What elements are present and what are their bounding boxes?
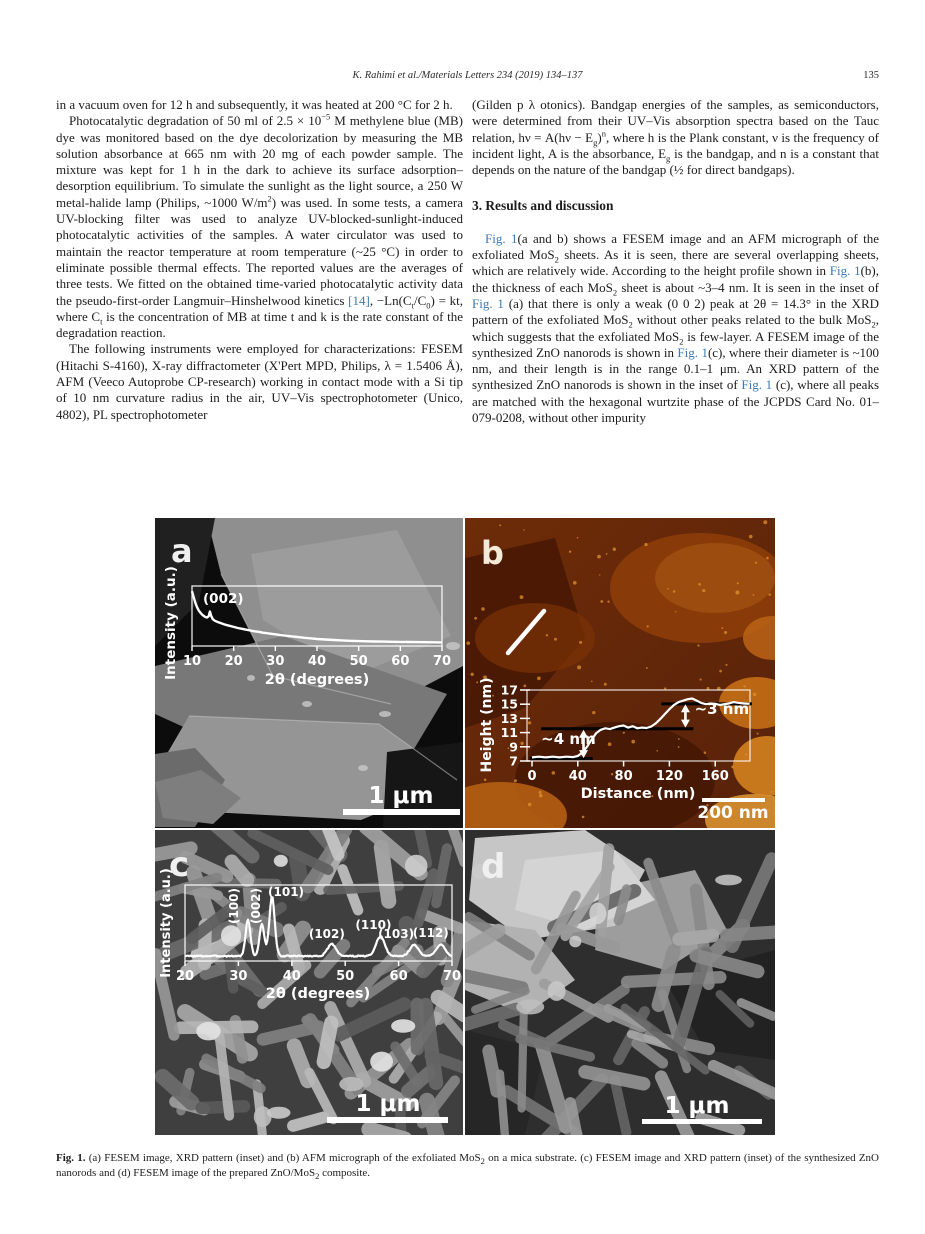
- x-tick-label: 80: [614, 769, 633, 784]
- y-tick-label: 9: [509, 739, 518, 755]
- figure-caption: [56, 1151, 879, 1180]
- panel-d-letter: d: [481, 847, 506, 887]
- text-run: The following instruments were employed for characterizations: FESEM (Hitachi S-4160), X-ray diffractometer (X'Pert MPD, Philips, λ = 1.5406 Å), AFM (Veeco Autoprobe CP-research) working in contact mode with a Si tip of 10 nm curvature radius in the air, UV–Vis spectrophotometer (Unico, 4802), PL spectrophotometer: [56, 341, 463, 422]
- y-tick-label: 11: [500, 725, 518, 741]
- text-run: without other peaks related to the bulk MoS: [632, 312, 872, 328]
- text-run: Photocatalytic degradation of 50 ml of 2.5 × 10: [69, 113, 322, 129]
- citation-link[interactable]: [14]: [348, 292, 370, 308]
- text-run: is few-layer. A FESEM image of the synthesized ZnO nanorods is shown in: [472, 328, 879, 360]
- subscript: g: [666, 153, 671, 164]
- subscript: t: [411, 300, 414, 311]
- subscript: 0: [426, 300, 431, 311]
- superscript: −5: [321, 111, 331, 122]
- text-run: is the bandgap, and n is a constant that depends on the nature of the bandgap (½ for direct bandgaps).: [472, 145, 879, 178]
- y-tick-label: 17: [500, 682, 518, 698]
- x-tick-label: 40: [282, 969, 301, 984]
- figure-panel-a: [155, 518, 463, 828]
- scale-bar-c-text: 1 μm: [355, 1091, 421, 1117]
- x-tick-label: 30: [266, 654, 285, 669]
- superscript: 2: [267, 193, 272, 204]
- panel-b-letter: b: [481, 534, 504, 572]
- figure-ref-link[interactable]: Fig. 1: [485, 230, 518, 246]
- text-run: composite.: [319, 1166, 371, 1179]
- figure-ref-link[interactable]: Fig. 1: [472, 295, 504, 311]
- x-tick-label: 120: [655, 769, 683, 784]
- paragraph: [472, 231, 879, 427]
- panel-c-letter: c: [169, 845, 190, 885]
- x-tick-label: 20: [224, 654, 243, 669]
- page-number: 135: [863, 70, 879, 81]
- text-run: (b), the thickness of each MoS: [472, 263, 879, 295]
- scale-bar-a-text: 1 μm: [368, 783, 434, 809]
- text-run: sheet is about ~3–4 nm. It is seen in the inset of: [617, 279, 879, 295]
- text-run: M methylene blue (MB) dye was monitored based on the dye decolorization by measuring the MB solution absorbance at 665 nm with 20 mg of each powder sample. The mixture was kept for 1 h in the dark to achieve its surface adsorption–desorption equilibrium. To simulate the sunlight as the light source, a 250 W metal-halide lamp (Philips, ~1000 W/m: [56, 113, 463, 210]
- scale-bar-d-bar: [642, 1119, 762, 1124]
- subscript: 2: [612, 287, 618, 298]
- scale-bar-b-bar: [702, 798, 765, 802]
- nanorod-texture: [155, 830, 463, 1135]
- paragraph: [56, 97, 463, 113]
- subscript: 2: [679, 336, 684, 347]
- text-run: (a) FESEM image, XRD pattern (inset) and (b) AFM micrograph of the exfoliated MoS: [85, 1152, 481, 1164]
- panel-a-micrograph: [155, 518, 463, 828]
- x-tick-label: 30: [229, 969, 248, 984]
- text-run: (Gilden p λ otonics). Bandgap energies of the samples, as semiconductors, were determined from their UV–Vis absorption spectra based on the Tauc relation, hν = A(hν − E: [472, 97, 879, 145]
- x-tick-label: 50: [349, 654, 368, 669]
- x-tick-label: 70: [442, 969, 462, 984]
- figure-ref-link[interactable]: Fig. 1: [829, 263, 861, 279]
- section-heading: 3. Results and discussion: [472, 198, 614, 214]
- x-axis-label: 2θ (degrees): [264, 672, 370, 688]
- text-run: (c), where all peaks are matched with the hexagonal wurtzite phase of the JCPDS Card No. 01–079-0208, without other impurity: [472, 377, 879, 426]
- subscript: 2: [315, 1170, 320, 1181]
- peak-label: (102): [308, 927, 345, 941]
- peak-label: (100): [227, 887, 242, 924]
- x-tick-label: 50: [336, 969, 355, 984]
- scale-bar-a-bar: [343, 809, 460, 815]
- subscript: 2: [628, 319, 633, 330]
- x-tick-label: 60: [391, 654, 410, 669]
- left-column: [56, 97, 463, 423]
- text-run: is the concentration of MB at time t and k is the rate constant of the degradation reaction.: [56, 308, 463, 341]
- subscript: 2: [480, 1156, 485, 1167]
- height-annotation: ~4 nm: [541, 729, 596, 748]
- text-run: ) was used. In some tests, a camera UV-blocking filter was used to analyze UV-blocked-sunlight-induced photocatalytic activities of the samples. A water circulator was used to maintain the reactor temperature at room temperature (~25 °C) in order to eliminate possible thermal effects. The reported values are the averages of three tests. We fitted on the obtained time-varied photocatalytic activity data the pseudo-first-order Langmuir–Hinshelwood kinetics: [56, 194, 463, 308]
- figure-1: [155, 518, 775, 1135]
- figure-ref-link[interactable]: Fig. 1: [677, 344, 708, 360]
- running-head-text: K. Rahimi et al./Materials Letters 234 (2019) 134–137: [352, 70, 583, 81]
- subscript: 2: [871, 319, 876, 330]
- paragraph: [472, 97, 879, 178]
- text-run: , where h is the Plank constant, ν is the frequency of incident light, A is the absorbance, E: [472, 129, 879, 161]
- text-run: (c), where their diameter is ~100 nm, and their length is in the range 0.1–1 μm. An XRD pattern of the synthesized ZnO nanorods is shown in the inset of: [472, 344, 880, 393]
- panel-d-micrograph: [465, 830, 775, 1135]
- composite-texture: [465, 830, 775, 1135]
- panel-c-micrograph: [155, 830, 463, 1135]
- figure-panel-c: [155, 830, 463, 1135]
- paragraph: [56, 341, 463, 422]
- peak-label: (110): [355, 918, 392, 932]
- y-tick-label: 7: [509, 753, 518, 769]
- peak-label: (103): [378, 927, 415, 941]
- figure-ref-link[interactable]: Fig. 1: [741, 377, 773, 393]
- y-tick-label: 13: [500, 710, 518, 726]
- scale-bar-c-bar: [327, 1117, 448, 1123]
- x-axis-label: 2θ (degrees): [265, 986, 371, 1002]
- peak-label: (002): [248, 887, 263, 924]
- x-axis-label: Distance (nm): [580, 786, 696, 802]
- height-annotation: ~3 nm: [694, 700, 750, 719]
- text-run: , which suggests that the exfoliated MoS: [472, 312, 879, 344]
- y-axis-label: Height (nm): [479, 677, 495, 773]
- panel-a-letter: a: [171, 532, 193, 570]
- y-axis-label: Intensity (a.u.): [159, 868, 174, 978]
- superscript: n: [601, 128, 606, 139]
- panel-b-micrograph: [465, 518, 775, 828]
- text-run: , −Ln(C: [369, 292, 412, 308]
- subscript: t: [100, 316, 103, 327]
- text-run: ) = kt, where C: [56, 292, 463, 324]
- text-run: (a and b) shows a FESEM image and an AFM micrograph of the exfoliated MoS: [472, 230, 880, 263]
- figure-panel-b: [465, 518, 775, 828]
- x-tick-label: 60: [389, 969, 408, 984]
- peak-label: (112): [412, 926, 449, 940]
- caption-label: Fig. 1.: [56, 1152, 86, 1164]
- subscript: 2: [554, 254, 559, 265]
- x-tick-label: 40: [568, 769, 587, 784]
- text-run: /C: [413, 292, 427, 308]
- x-tick-label: 70: [432, 654, 452, 669]
- figure-panel-d: [465, 830, 775, 1135]
- scale-bar-d-text: 1 μm: [664, 1093, 730, 1119]
- subscript: g: [593, 137, 598, 148]
- text-run: (a) that there is only a weak (0 0 2) peak at 2θ = 14.3° in the XRD pattern of the exfoliated MoS: [472, 295, 880, 328]
- text-run: ): [597, 129, 602, 145]
- x-tick-label: 10: [182, 654, 202, 669]
- page-header: [56, 70, 879, 81]
- text-run: sheets. As it is seen, there are several overlapping sheets, which are relatively wide. According to the height profile shown in: [472, 247, 879, 279]
- text-run: on a mica substrate. (c) FESEM image and XRD pattern (inset) of the synthesized ZnO nanorods and (d) FESEM image of the prepared ZnO/MoS: [56, 1152, 879, 1179]
- text-run: in a vacuum oven for 12 h and subsequently, it was heated at 200 °C for 2 h.: [56, 97, 453, 112]
- y-tick-label: 15: [500, 696, 518, 712]
- scale-bar-b-text: 200 nm: [697, 803, 769, 823]
- peak-annotation: (002): [203, 591, 244, 607]
- peak-label: (101): [268, 885, 305, 899]
- x-tick-label: 0: [527, 769, 537, 784]
- x-tick-label: 40: [307, 654, 327, 669]
- right-column: [472, 97, 879, 426]
- x-tick-label: 160: [701, 769, 729, 784]
- y-axis-label: Intensity (a.u.): [163, 566, 179, 680]
- paragraph: [56, 113, 463, 341]
- x-tick-label: 20: [175, 969, 195, 984]
